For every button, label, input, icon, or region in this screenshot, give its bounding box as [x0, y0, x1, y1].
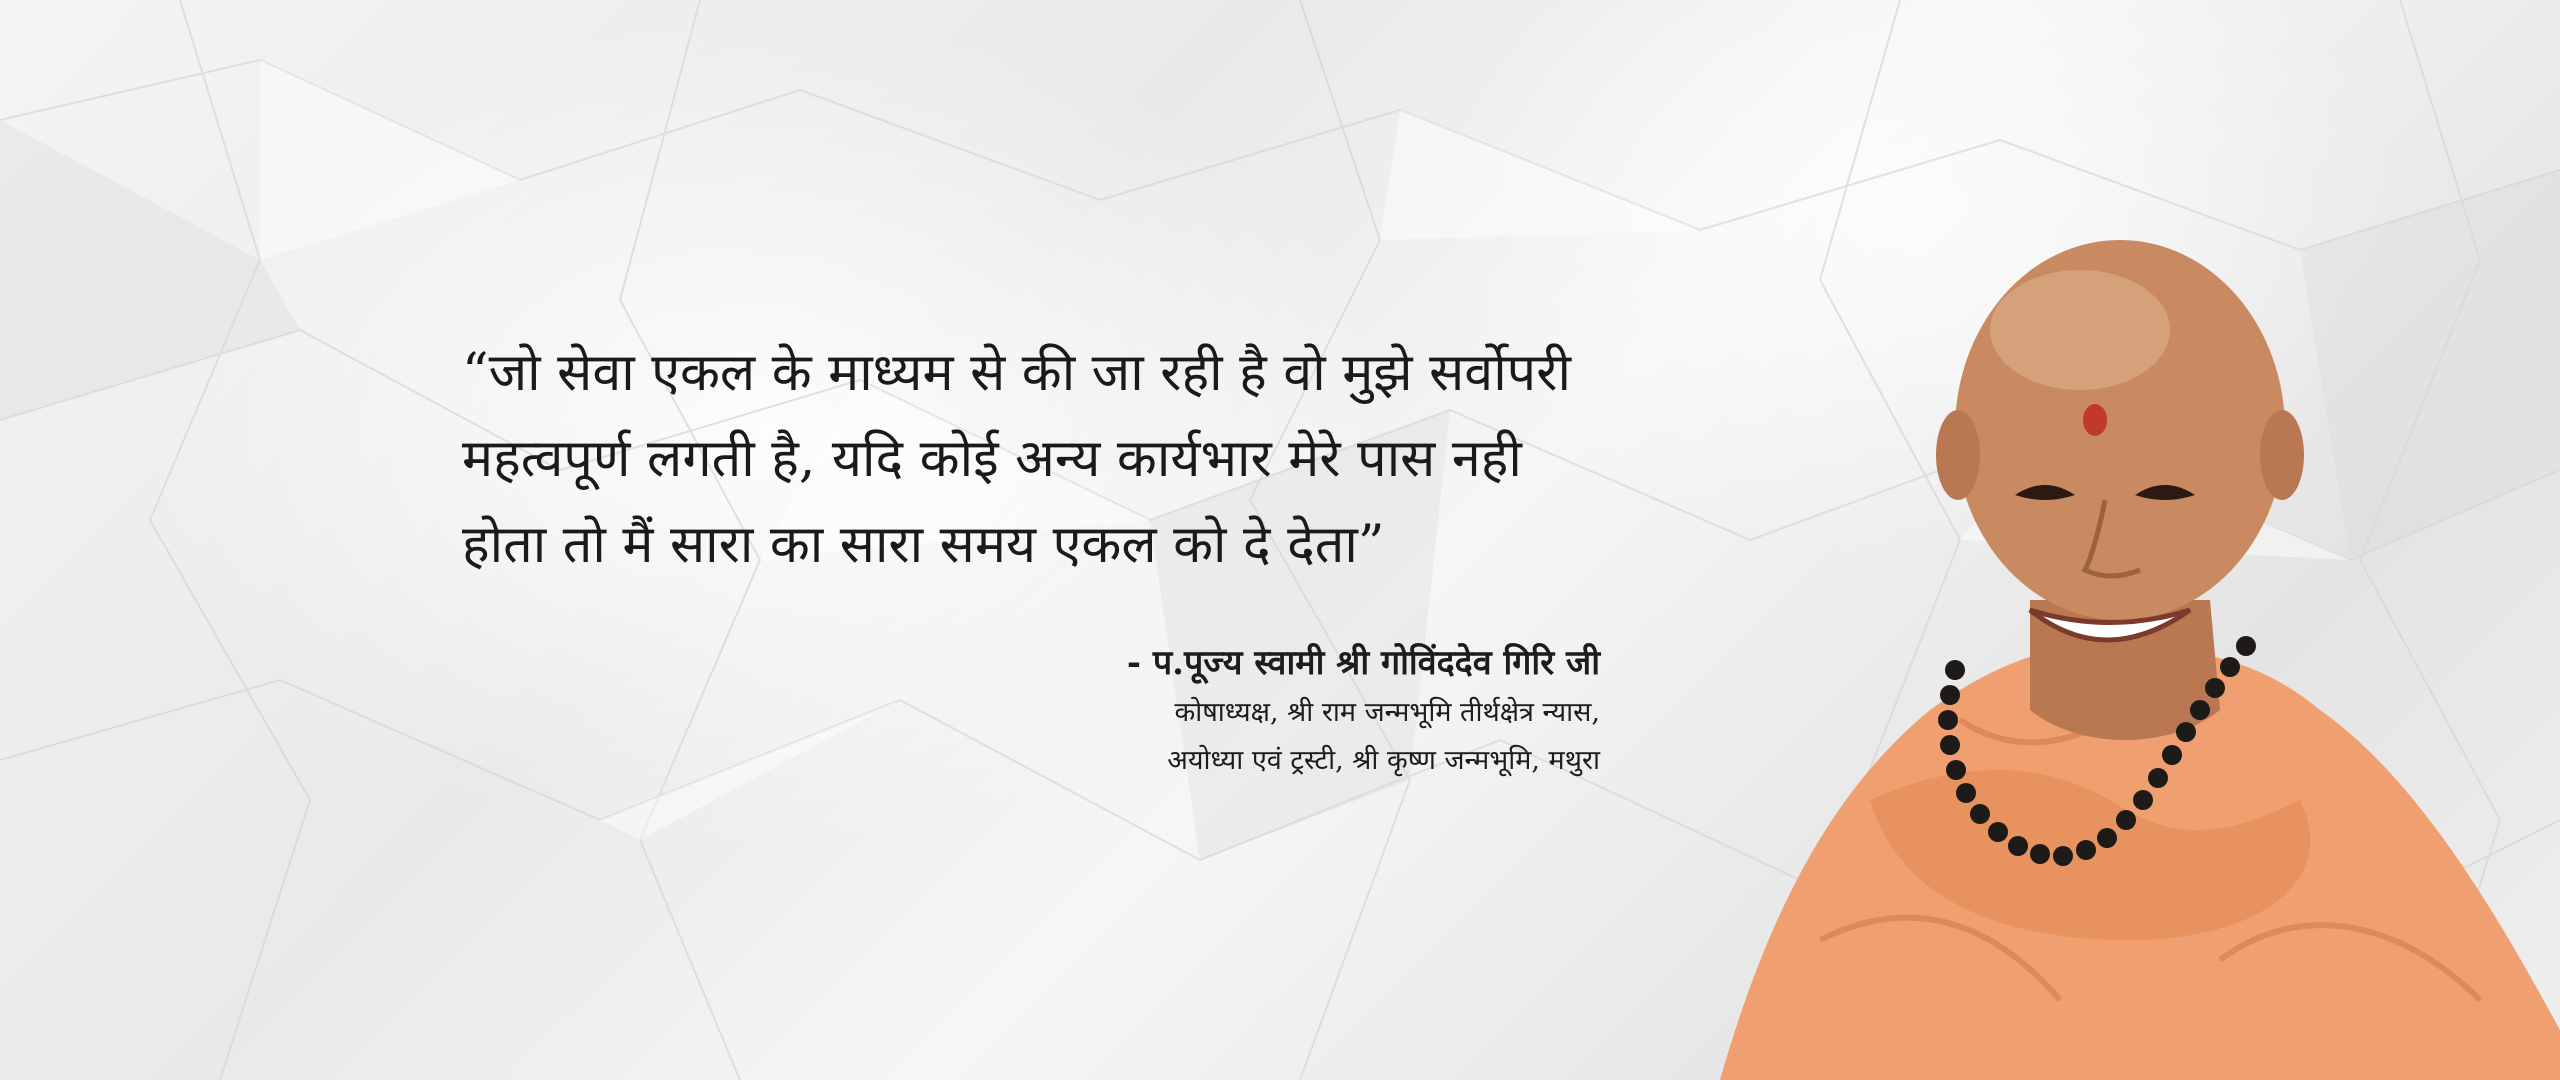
author-role-line-2: अयोध्या एवं ट्रस्टी, श्री कृष्ण जन्मभूमि, मथुरा: [1167, 745, 1600, 776]
author-role-line-1: कोषाध्यक्ष, श्री राम जन्मभूमि तीर्थक्षेत्र न्यास,: [1174, 697, 1600, 728]
quote-line-3: होता तो मैं सारा का सारा समय एकल को दे देता”: [462, 515, 1385, 575]
tilak-dot: [2083, 404, 2107, 436]
quote-line-1: “जो सेवा एकल के माध्यम से की जा रही है वो मुझे सर्वोपरी: [462, 343, 1571, 403]
quote-text: [462, 330, 1622, 588]
portrait-image: [1700, 240, 2560, 1080]
quote-attribution: [1060, 637, 1600, 785]
author-name: - प.पूज्य स्वामी श्री गोविंददेव गिरि जी: [1126, 643, 1600, 683]
quote-line-2: महत्वपूर्ण लगती है, यदि कोई अन्य कार्यभार मेरे पास नही: [462, 429, 1522, 489]
